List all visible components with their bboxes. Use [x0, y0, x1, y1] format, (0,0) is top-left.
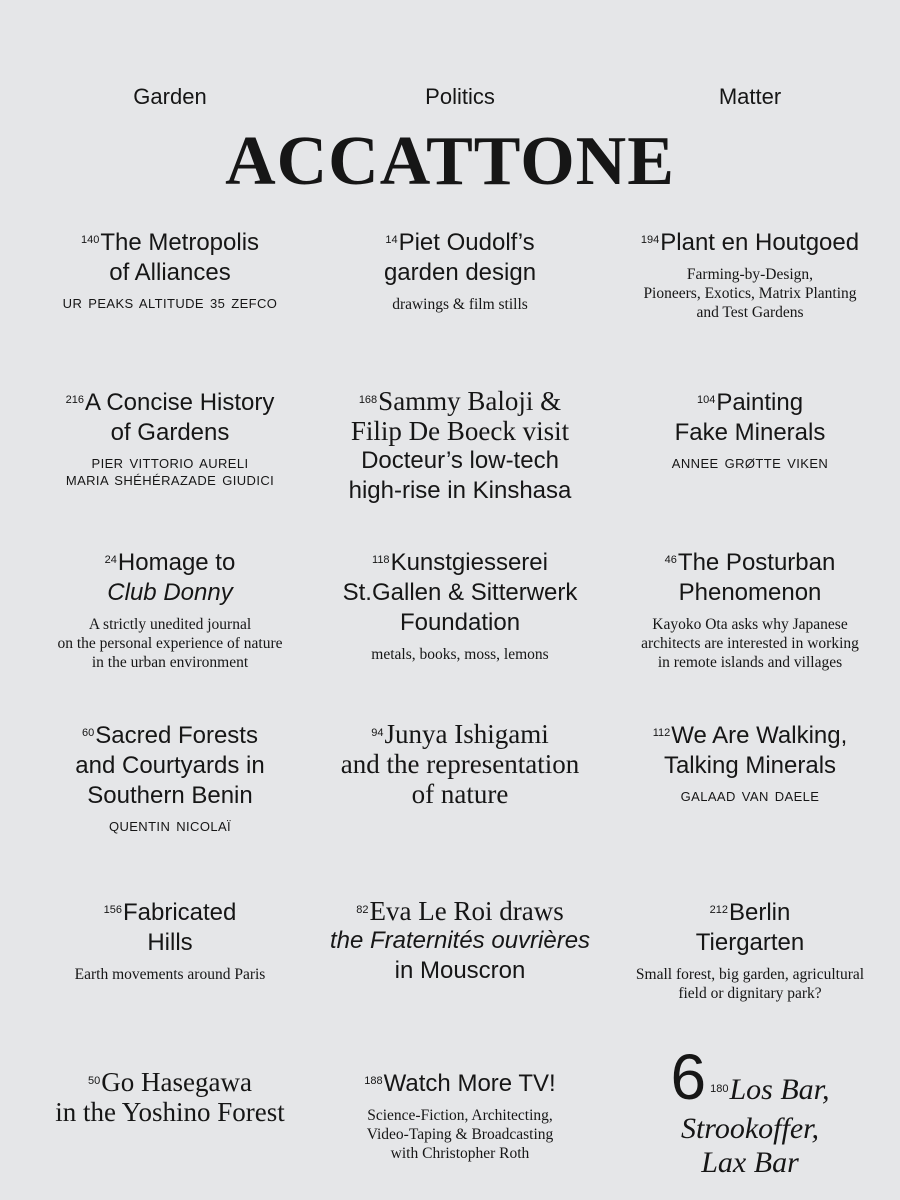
entry-title: [20, 1066, 320, 1127]
entry-page-number: 180: [710, 1083, 729, 1095]
entry-title: [20, 225, 320, 288]
title-line: Talking Minerals: [663, 752, 837, 779]
title-line: Eva Le Roi draws: [369, 896, 564, 926]
title-line: and Courtyards in: [75, 752, 265, 779]
title-line: Sacred Forests: [95, 722, 258, 749]
category-matter: Matter: [718, 84, 782, 109]
title-line: Plant en Houtgoed: [660, 229, 860, 256]
title-line: Filip De Boeck visit: [350, 416, 570, 446]
title-line: Fake Minerals: [674, 419, 826, 446]
subtitle-line: with Christopher Roth: [390, 1145, 530, 1162]
title-line: Piet Oudolf’s: [398, 229, 535, 256]
entry-page-number: 24: [104, 554, 117, 566]
entry-subtitle: [600, 965, 900, 1003]
entry-page-number: 82: [356, 904, 369, 916]
title-line: Go Hasegawa: [101, 1067, 252, 1097]
title-line: Painting: [716, 389, 804, 416]
subtitle-line: A strictly unedited journal: [88, 616, 252, 633]
title-line: Homage to: [117, 549, 236, 576]
entry-title: [320, 385, 600, 506]
entry-title: [20, 718, 320, 811]
title-line: the Fraternités ouvrières: [329, 927, 591, 954]
entry-page-number: 60: [82, 727, 95, 739]
subtitle-line: drawings & film stills: [392, 296, 528, 313]
entry-title: [20, 545, 320, 608]
title-line: St.Gallen & Sitterwerk: [342, 579, 578, 606]
title-line: Club Donny: [107, 579, 233, 606]
entry-title: [20, 385, 320, 448]
subtitle-line: Small forest, big garden, agricultural: [635, 966, 865, 983]
subtitle-line: MARIA SHÉHÉRAZADE GIUDICI: [65, 473, 275, 488]
title-line: Strookoffer,: [680, 1112, 820, 1145]
entry-junya-ishigami-representation-of-nature: [320, 718, 600, 895]
title-line: and the representation: [340, 749, 580, 779]
entry-the-metropolis-of-alliances: [20, 225, 320, 385]
entry-page-number: 212: [709, 904, 728, 916]
entry-title: [600, 225, 900, 258]
entry-page-number: 188: [364, 1075, 383, 1087]
entry-page-number: 94: [371, 727, 384, 739]
title-line: Southern Benin: [87, 782, 253, 809]
title-line: in Mouscron: [394, 957, 526, 984]
title-line: Foundation: [399, 609, 521, 636]
entry-eva-le-roi-fraternites-ouvrieres: [320, 895, 600, 1040]
title-line: Sammy Baloji &: [378, 386, 562, 416]
title-line: Lax Bar: [701, 1146, 799, 1179]
entry-page-number: 168: [358, 394, 378, 406]
title-line: Hills: [147, 929, 193, 956]
subtitle-line: field or dignitary park?: [678, 985, 822, 1002]
entry-go-hasegawa-yoshino-forest: [20, 1040, 320, 1180]
subtitle-line: UR PEAKS ALTITUDE 35 ZEFCO: [62, 296, 278, 311]
entry-homage-to-club-donny: [20, 545, 320, 718]
title-line: Los Bar,: [729, 1073, 830, 1106]
title-line: Junya Ishigami: [384, 719, 549, 749]
title-line: garden design: [383, 259, 537, 286]
entry-page-number: 216: [65, 394, 84, 406]
subtitle-line: Farming-by-Design,: [686, 266, 814, 283]
title-line: Berlin: [729, 899, 791, 926]
entry-title: [320, 718, 600, 809]
entry-plant-en-houtgoed: [600, 225, 900, 385]
entry-subtitle: [320, 1106, 600, 1163]
title-line: Phenomenon: [678, 579, 822, 606]
title-line: of Alliances: [109, 259, 231, 286]
title-line: The Metropolis: [100, 229, 260, 256]
entry-subtitle: [20, 615, 320, 672]
title-line: of nature: [411, 779, 509, 809]
entry-title: [600, 1041, 900, 1180]
entry-berlin-tiergarten: [600, 895, 900, 1040]
entry-subtitle: [20, 965, 320, 984]
subtitle-line: Science-Fiction, Architecting,: [367, 1107, 553, 1124]
entry-subtitle: [600, 265, 900, 322]
subtitle-line: ANNEE GRØTTE VIKEN: [671, 456, 829, 471]
subtitle-line: Earth movements around Paris: [74, 966, 266, 983]
entry-watch-more-tv: [320, 1040, 600, 1180]
entry-subtitle: [600, 615, 900, 672]
issue-number: 6: [670, 1041, 706, 1113]
title-line: Tiergarten: [695, 929, 805, 956]
title-line: Docteur’s low-tech: [361, 447, 559, 474]
entry-page-number: 46: [664, 554, 677, 566]
entry-sammy-baloji-filip-de-boeck-kinshasa: [320, 385, 600, 545]
entry-los-bar-strookoffer-lax-bar: [600, 1040, 900, 1180]
entry-page-number: 14: [385, 234, 398, 246]
entry-subtitle: [320, 295, 600, 314]
title-line: Fabricated: [122, 899, 237, 926]
subtitle-line: GALAAD VAN DAELE: [680, 789, 820, 804]
entry-painting-fake-minerals: [600, 385, 900, 545]
masthead-title: ACCATTONE: [225, 123, 675, 200]
entry-subtitle: [20, 818, 320, 835]
subtitle-line: Video-Taping & Broadcasting: [366, 1126, 554, 1143]
entry-we-are-walking-talking-minerals: [600, 718, 900, 895]
entry-the-posturban-phenomenon: [600, 545, 900, 718]
entry-page-number: 112: [652, 727, 671, 739]
title-line: A Concise History: [84, 389, 275, 416]
entry-title: [600, 895, 900, 958]
subtitle-line: PIER VITTORIO AURELI: [91, 456, 249, 471]
entry-title: [320, 1066, 600, 1099]
entry-subtitle: [600, 455, 900, 472]
entry-title: [600, 718, 900, 781]
title-line: high-rise in Kinshasa: [348, 477, 572, 504]
entry-title: [320, 225, 600, 288]
title-line: of Gardens: [110, 419, 230, 446]
subtitle-line: QUENTIN NICOLAÏ: [108, 819, 232, 834]
subtitle-line: architects are interested in working: [641, 635, 859, 652]
entry-subtitle: [600, 788, 900, 805]
entry-page-number: 50: [88, 1075, 101, 1087]
entry-page-number: 194: [640, 234, 660, 246]
title-line: Watch More TV!: [383, 1070, 556, 1097]
subtitle-line: on the personal experience of nature: [57, 635, 283, 652]
table-of-contents: [0, 225, 900, 1180]
subtitle-line: Pioneers, Exotics, Matrix Planting: [643, 285, 857, 302]
entry-page-number: 156: [103, 904, 122, 916]
entry-title: [320, 545, 600, 638]
subtitle-line: metals, books, moss, lemons: [371, 646, 549, 663]
category-garden: Garden: [133, 84, 207, 109]
entry-kunstgiesserei-sitterwerk-foundation: [320, 545, 600, 718]
entry-page-number: 118: [372, 554, 390, 566]
entry-title: [20, 895, 320, 958]
subtitle-line: in the urban environment: [91, 654, 249, 671]
title-line: The Posturban: [677, 549, 836, 576]
entry-a-concise-history-of-gardens: [20, 385, 320, 545]
subtitle-line: and Test Gardens: [696, 304, 804, 321]
title-line: in the Yoshino Forest: [55, 1097, 285, 1127]
category-strip: [0, 84, 900, 110]
category-politics: Politics: [425, 84, 495, 109]
entry-title: [600, 545, 900, 608]
entry-sacred-forests-southern-benin: [20, 718, 320, 895]
entry-title: [600, 385, 900, 448]
subtitle-line: in remote islands and villages: [657, 654, 843, 671]
title-line: Kunstgiesserei: [390, 549, 548, 576]
entry-piet-oudolfs-garden-design: [320, 225, 600, 385]
entry-page-number: 104: [696, 394, 716, 406]
entry-subtitle: [20, 295, 320, 312]
title-line: We Are Walking,: [671, 722, 848, 749]
entry-subtitle: [20, 455, 320, 489]
entry-subtitle: [320, 645, 600, 664]
entry-fabricated-hills: [20, 895, 320, 1040]
subtitle-line: Kayoko Ota asks why Japanese: [652, 616, 848, 633]
entry-page-number: 140: [80, 234, 100, 246]
entry-title: [320, 895, 600, 986]
